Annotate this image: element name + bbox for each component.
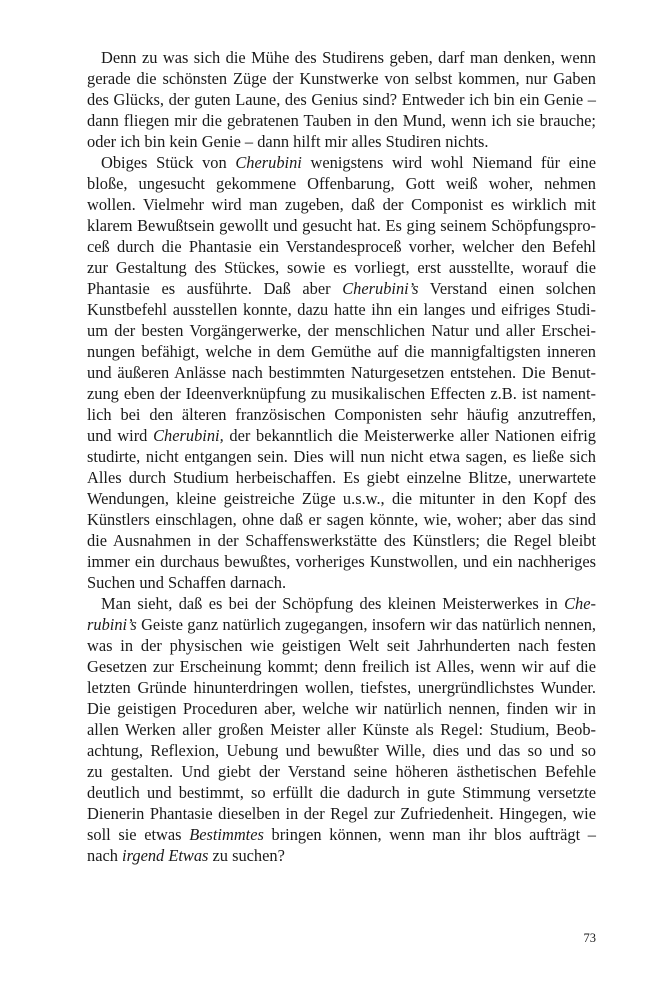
text-line <box>87 698 596 719</box>
text-run: um der besten Vorgängerwerke, der menschlichen Natur und aller Erschei- <box>87 321 596 340</box>
text-line <box>87 173 596 194</box>
text-line <box>87 110 596 131</box>
text-line <box>87 593 596 614</box>
text-run: allen Werken aller großen Meister aller Künste als Regel: Studium, Beob- <box>87 720 596 739</box>
text-run: lich bei den älteren französischen Componisten sehr häufig anzutreffen, <box>87 405 596 424</box>
text-line <box>87 845 596 866</box>
text-run: nach <box>87 846 123 865</box>
text-run: Wendungen, kleine geistreiche Züge u.s.w., die mitunter in den Kopf des <box>87 489 596 508</box>
text-run: was in der physischen wie geistigen Welt seit Jahrhunderten nach festen <box>87 636 596 655</box>
text-run: Obiges Stück von <box>101 153 236 172</box>
text-line <box>87 803 596 824</box>
text-line <box>87 635 596 656</box>
text-run: Man sieht, daß es bei der Schöpfung des kleinen Meisterwerkes in <box>101 594 565 613</box>
text-run: Alles durch Studium herbeischaffen. Es giebt einzelne Blitze, unerwartete <box>87 468 596 487</box>
text-line <box>87 824 596 845</box>
text-line <box>87 614 596 635</box>
text-run: Gesetzen zur Erscheinung kommt; denn freilich ist Alles, wenn wir auf die <box>87 657 596 676</box>
text-line <box>87 530 596 551</box>
text-run: und äußeren Anlässe nach bestimmten Naturgesetzen entstehen. Die Benut- <box>87 363 596 382</box>
text-run: oder ich bin kein Genie – dann hilft mir alles Studiren nichts. <box>87 132 489 151</box>
text-line <box>87 677 596 698</box>
text-run: die Ausnahmen in der Schaffenswerkstätte des Künstlers; die Regel bleibt <box>87 531 596 550</box>
text-run: dann fliegen mir die gebratenen Tauben in den Mund, wenn ich sie brauche; <box>87 111 596 130</box>
page-number: 73 <box>583 931 596 945</box>
text-line <box>87 215 596 236</box>
text-run: Künstlers einschlagen, ohne daß er sagen könnte, wie, woher; aber das sind <box>87 510 596 529</box>
text-line <box>87 383 596 404</box>
text-run: wenigstens wird wohl Niemand für eine <box>301 153 596 172</box>
text-run: nungen befähigt, welche in dem Gemüthe auf die mannigfaltigsten inneren <box>87 342 596 361</box>
text-line <box>87 341 596 362</box>
italic-text: irgend Etwas <box>122 846 209 865</box>
text-line <box>87 467 596 488</box>
text-run: Verstand einen solchen <box>418 279 596 298</box>
text-run: Dienerin Phantasie dieselben in der Regel zur Zufriedenheit. Hingegen, wie <box>87 804 596 823</box>
text-run: studirte, nicht entgangen sein. Dies will nun nicht etwa sagen, es ließe sich <box>87 447 596 466</box>
text-run: zu suchen? <box>208 846 285 865</box>
text-run: immer ein durchaus bewußtes, vorheriges Kunstwollen, und ein nachheriges <box>87 552 596 571</box>
text-line <box>87 257 596 278</box>
text-line <box>87 278 596 299</box>
text-run: Phantasie es ausführte. Daß aber <box>87 279 343 298</box>
text-line <box>87 152 596 173</box>
text-line <box>87 362 596 383</box>
text-run: des Glücks, der guten Laune, des Genius sind? Entweder ich bin ein Genie – <box>87 90 596 109</box>
text-run: achtung, Reflexion, Uebung und bewußter Wille, dies und das so und so <box>87 741 596 760</box>
text-line <box>87 656 596 677</box>
text-line <box>87 782 596 803</box>
text-run: Suchen und Schaffen darnach. <box>87 573 287 592</box>
text-run: ceß durch die Phantasie ein Verstandesproceß vorher, welcher den Befehl <box>87 237 596 256</box>
italic-text: Cherubini, <box>153 426 224 445</box>
text-line <box>87 89 596 110</box>
text-line <box>87 572 596 593</box>
text-line <box>87 551 596 572</box>
text-run: klarem Bewußtsein gewollt und gesucht hat. Es ging seinem Schöpfungspro- <box>87 216 596 235</box>
text-run: zur Gestaltung des Stückes, sowie es vorliegt, erst ausstellte, worauf die <box>87 258 596 277</box>
text-run: bringen können, wenn man ihr blos aufträgt – <box>263 825 596 844</box>
text-line <box>87 68 596 89</box>
text-run: deutlich und bestimmt, so erfüllt die dadurch in gute Stimmung versetzte <box>87 783 596 802</box>
text-run: wollen. Vielmehr wird man zugeben, daß der Componist es wirklich mit <box>87 195 596 214</box>
text-line <box>87 488 596 509</box>
text-line <box>87 719 596 740</box>
text-run: Denn zu was sich die Mühe des Studirens geben, darf man denken, wenn <box>101 48 596 67</box>
text-line <box>87 320 596 341</box>
paragraph <box>87 47 596 152</box>
text-line <box>87 740 596 761</box>
text-line <box>87 509 596 530</box>
text-line <box>87 194 596 215</box>
text-line <box>87 47 596 68</box>
italic-text: Cherubini’s <box>342 279 419 298</box>
text-line <box>87 761 596 782</box>
body-text <box>87 47 596 866</box>
text-run: Die geistigen Proceduren aber, welche wir natürlich nennen, finden wir in <box>87 699 596 718</box>
text-run: letzten Gründe hinunterdringen wollen, tiefstes, unergründlichstes Wunder. <box>87 678 596 697</box>
text-run: zung eben der Ideenverknüpfung zu musikalischen Effecten z.B. ist nament- <box>87 384 596 403</box>
text-run: gerade die schönsten Züge der Kunstwerke von selbst kommen, nur Gaben <box>87 69 596 88</box>
text-run: bloße, ungesucht gekommene Offenbarung, Gott weiß woher, nehmen <box>87 174 596 193</box>
text-run: Geiste ganz natürlich zugegangen, insofern wir das natürlich nennen, <box>136 615 596 634</box>
italic-text: Che- <box>564 594 596 613</box>
text-line <box>87 404 596 425</box>
text-line <box>87 299 596 320</box>
paragraph <box>87 152 596 593</box>
text-line <box>87 236 596 257</box>
text-run: Kunstbefehl ausstellen konnte, dazu hatte ihn ein langes und eifriges Studi- <box>87 300 596 319</box>
text-run: und wird <box>87 426 154 445</box>
text-line <box>87 131 596 152</box>
italic-text: rubini’s <box>87 615 137 634</box>
text-run: zu gestalten. Und giebt der Verstand seine höheren ästhetischen Befehle <box>87 762 596 781</box>
text-run: soll sie etwas <box>87 825 190 844</box>
text-line <box>87 446 596 467</box>
italic-text: Bestimmtes <box>189 825 264 844</box>
text-line <box>87 425 596 446</box>
paragraph <box>87 593 596 866</box>
text-run: der bekanntlich die Meisterwerke aller Nationen eifrig <box>223 426 596 445</box>
italic-text: Cherubini <box>235 153 302 172</box>
